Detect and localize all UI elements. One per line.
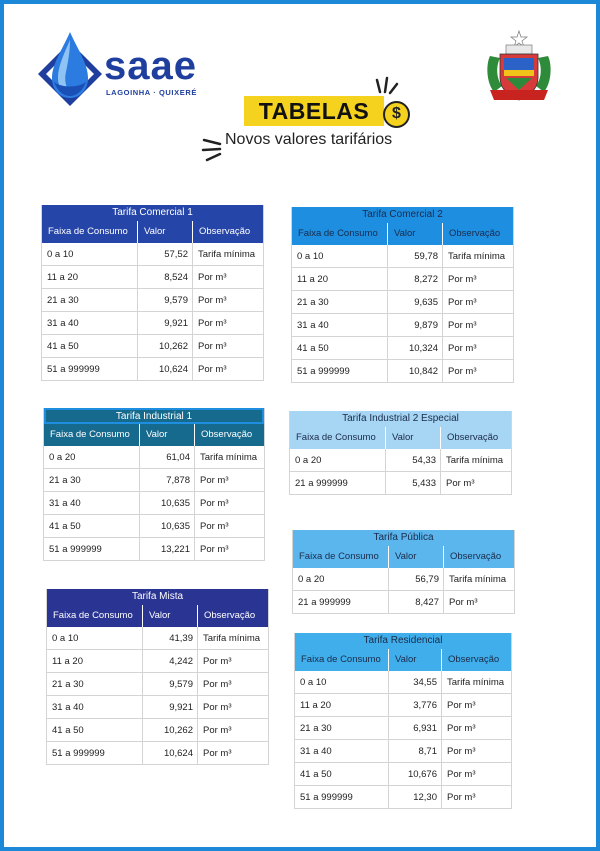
cell-valor: 10,635 — [140, 492, 195, 514]
cell-observacao: Por m³ — [446, 478, 475, 489]
table-row — [295, 717, 511, 740]
logo-subtitle: LAGOINHA · QUIXERÉ — [106, 88, 197, 97]
column-header: Valor — [388, 223, 443, 245]
cell-faixa: 21 a 30 — [292, 291, 388, 313]
table-body — [290, 449, 511, 495]
cell-observacao: Tarifa mínima — [448, 251, 506, 262]
cell-faixa: 21 a 30 — [295, 717, 389, 739]
cell-faixa: 51 a 999999 — [292, 360, 388, 382]
table-body — [292, 245, 513, 383]
table-row — [293, 591, 514, 614]
table-row — [42, 243, 263, 266]
column-header: Valor — [140, 424, 195, 446]
table-title: Tarifa Mista — [47, 589, 268, 605]
table-row — [293, 568, 514, 591]
cell-valor: 56,79 — [389, 568, 444, 590]
table-row — [42, 335, 263, 358]
cell-observacao: Por m³ — [198, 272, 227, 283]
cell-observacao: Por m³ — [203, 748, 232, 759]
cell-valor: 10,324 — [388, 337, 443, 359]
table-tarifa-industrial-1 — [43, 408, 265, 561]
cell-observacao: Por m³ — [203, 725, 232, 736]
cell-observacao: Tarifa mínima — [203, 633, 261, 644]
cell-valor: 9,921 — [143, 696, 198, 718]
table-row — [44, 538, 264, 561]
cell-faixa: 41 a 50 — [47, 719, 143, 741]
cell-valor: 12,30 — [389, 786, 442, 808]
column-header: Faixa de Consumo — [295, 649, 389, 671]
table-title: Tarifa Industrial 2 Especial — [290, 411, 511, 427]
cell-faixa: 51 a 999999 — [47, 742, 143, 764]
table-row — [295, 694, 511, 717]
table-body — [44, 446, 264, 561]
cell-valor: 10,624 — [143, 742, 198, 764]
column-header: Valor — [386, 427, 441, 449]
cell-observacao: Por m³ — [448, 343, 477, 354]
table-tarifa-comercial-1 — [41, 205, 264, 381]
cell-faixa: 31 a 40 — [42, 312, 138, 334]
table-header — [44, 424, 264, 446]
cell-observacao: Tarifa mínima — [447, 677, 505, 688]
table-row — [292, 268, 513, 291]
cell-faixa: 31 a 40 — [44, 492, 140, 514]
column-header: Faixa de Consumo — [290, 427, 386, 449]
table-row — [47, 696, 268, 719]
cell-valor: 59,78 — [388, 245, 443, 267]
table-title: Tarifa Comercial 2 — [292, 207, 513, 223]
table-row — [292, 245, 513, 268]
saae-logo — [36, 30, 201, 110]
table-row — [295, 763, 511, 786]
cell-valor: 10,262 — [143, 719, 198, 741]
cell-faixa: 41 a 50 — [44, 515, 140, 537]
column-header: Faixa de Consumo — [47, 605, 143, 627]
cell-observacao: Por m³ — [447, 792, 476, 803]
table-row — [290, 472, 511, 495]
cell-observacao: Tarifa mínima — [198, 249, 256, 260]
cell-faixa: 0 a 10 — [295, 671, 389, 693]
cell-faixa: 21 a 30 — [47, 673, 143, 695]
cell-faixa: 11 a 20 — [292, 268, 388, 290]
cell-observacao: Por m³ — [198, 318, 227, 329]
cell-faixa: 31 a 40 — [295, 740, 389, 762]
cell-observacao: Por m³ — [200, 475, 229, 486]
cell-observacao: Por m³ — [449, 597, 478, 608]
table-row — [44, 446, 264, 469]
municipal-crest — [484, 30, 554, 110]
cell-faixa: 0 a 10 — [47, 627, 143, 649]
column-header: Faixa de Consumo — [293, 546, 389, 568]
table-body — [293, 568, 514, 614]
cell-observacao: Por m³ — [448, 297, 477, 308]
cell-observacao: Por m³ — [200, 498, 229, 509]
column-header: Observação — [204, 610, 256, 621]
cell-valor: 8,524 — [138, 266, 193, 288]
cell-observacao: Por m³ — [198, 364, 227, 375]
table-row — [42, 358, 263, 381]
cell-valor: 8,427 — [389, 591, 444, 613]
table-tarifa-residencial — [294, 633, 512, 809]
cell-observacao: Tarifa mínima — [446, 455, 504, 466]
column-header: Observação — [448, 654, 500, 665]
cell-valor: 57,52 — [138, 243, 193, 265]
column-header: Observação — [199, 226, 251, 237]
cell-observacao: Tarifa mínima — [449, 574, 507, 585]
cell-observacao: Por m³ — [448, 274, 477, 285]
table-header — [290, 427, 511, 449]
cell-observacao: Por m³ — [198, 295, 227, 306]
cell-faixa: 0 a 20 — [290, 449, 386, 471]
table-tarifa-publica — [292, 530, 515, 614]
table-body — [295, 671, 511, 809]
table-row — [47, 627, 268, 650]
cell-valor: 13,221 — [140, 538, 195, 560]
cell-valor: 6,931 — [389, 717, 442, 739]
cell-faixa: 41 a 50 — [292, 337, 388, 359]
cell-valor: 4,242 — [143, 650, 198, 672]
cell-observacao: Tarifa mínima — [200, 452, 258, 463]
cell-valor: 41,39 — [143, 627, 198, 649]
column-header: Observação — [450, 551, 502, 562]
crest-emblem-icon — [484, 30, 554, 110]
table-row — [292, 314, 513, 337]
sparkle-icon — [374, 76, 400, 96]
logo-wordmark: saae — [104, 44, 197, 88]
cell-observacao: Por m³ — [448, 320, 477, 331]
cell-faixa: 21 a 30 — [42, 289, 138, 311]
cell-valor: 5,433 — [386, 472, 441, 494]
cell-observacao: Por m³ — [203, 679, 232, 690]
table-row — [292, 291, 513, 314]
cell-valor: 9,579 — [143, 673, 198, 695]
column-header: Valor — [138, 221, 193, 243]
table-header — [42, 221, 263, 243]
table-body — [47, 627, 268, 765]
column-header: Valor — [389, 649, 442, 671]
cell-valor: 8,272 — [388, 268, 443, 290]
table-row — [47, 673, 268, 696]
table-header — [295, 649, 511, 671]
cell-faixa: 21 a 999999 — [293, 591, 389, 613]
table-tarifa-industrial-2-especial — [289, 411, 512, 495]
cell-valor: 9,579 — [138, 289, 193, 311]
cell-observacao: Por m³ — [447, 700, 476, 711]
cell-faixa: 51 a 999999 — [295, 786, 389, 808]
table-row — [42, 266, 263, 289]
cell-observacao: Por m³ — [203, 702, 232, 713]
table-row — [47, 719, 268, 742]
table-header — [293, 546, 514, 568]
table-header — [292, 223, 513, 245]
cell-observacao: Por m³ — [200, 521, 229, 532]
cell-faixa: 41 a 50 — [295, 763, 389, 785]
table-row — [295, 740, 511, 763]
table-title: Tarifa Comercial 1 — [42, 205, 263, 221]
cell-valor: 7,878 — [140, 469, 195, 491]
cell-valor: 10,635 — [140, 515, 195, 537]
table-row — [44, 515, 264, 538]
cell-valor: 3,776 — [389, 694, 442, 716]
cell-faixa: 0 a 20 — [293, 568, 389, 590]
cell-valor: 10,624 — [138, 358, 193, 380]
table-tarifa-comercial-2 — [291, 207, 514, 383]
cell-faixa: 0 a 10 — [42, 243, 138, 265]
dollar-coin-icon: $ — [383, 101, 410, 128]
cell-valor: 8,71 — [389, 740, 442, 762]
column-header: Faixa de Consumo — [292, 223, 388, 245]
table-header — [47, 605, 268, 627]
table-row — [292, 337, 513, 360]
column-header: Observação — [449, 228, 501, 239]
column-header: Valor — [389, 546, 444, 568]
table-row — [42, 312, 263, 335]
table-tarifa-mista — [46, 589, 269, 765]
table-title: Tarifa Pública — [293, 530, 514, 546]
cell-valor: 9,879 — [388, 314, 443, 336]
cell-faixa: 21 a 999999 — [290, 472, 386, 494]
cell-faixa: 51 a 999999 — [44, 538, 140, 560]
cell-faixa: 31 a 40 — [47, 696, 143, 718]
cell-observacao: Por m³ — [198, 341, 227, 352]
table-row — [292, 360, 513, 383]
cell-faixa: 11 a 20 — [47, 650, 143, 672]
cell-faixa: 11 a 20 — [295, 694, 389, 716]
page-subtitle: Novos valores tarifários — [225, 131, 393, 148]
table-row — [47, 650, 268, 673]
table-row — [47, 742, 268, 765]
table-row — [295, 671, 511, 694]
cell-observacao: Por m³ — [447, 723, 476, 734]
column-header: Faixa de Consumo — [44, 424, 140, 446]
table-row — [44, 492, 264, 515]
cell-valor: 61,04 — [140, 446, 195, 468]
column-header: Faixa de Consumo — [42, 221, 138, 243]
cell-valor: 10,262 — [138, 335, 193, 357]
cell-faixa: 31 a 40 — [292, 314, 388, 336]
column-header: Observação — [201, 429, 253, 440]
table-row — [295, 786, 511, 809]
sparkle-icon — [200, 138, 224, 162]
water-drop-icon — [36, 30, 104, 110]
cell-observacao: Por m³ — [447, 769, 476, 780]
cell-faixa: 21 a 30 — [44, 469, 140, 491]
cell-valor: 54,33 — [386, 449, 441, 471]
table-title: Tarifa Industrial 1 — [44, 408, 264, 424]
table-body — [42, 243, 263, 381]
cell-faixa: 41 a 50 — [42, 335, 138, 357]
table-row — [290, 449, 511, 472]
cell-observacao: Por m³ — [447, 746, 476, 757]
table-title: Tarifa Residencial — [295, 633, 511, 649]
table-row — [42, 289, 263, 312]
cell-observacao: Por m³ — [448, 366, 477, 377]
cell-faixa: 0 a 20 — [44, 446, 140, 468]
cell-faixa: 11 a 20 — [42, 266, 138, 288]
cell-observacao: Por m³ — [200, 544, 229, 555]
cell-valor: 10,842 — [388, 360, 443, 382]
cell-observacao: Por m³ — [203, 656, 232, 667]
cell-faixa: 0 a 10 — [292, 245, 388, 267]
cell-faixa: 51 a 999999 — [42, 358, 138, 380]
column-header: Valor — [143, 605, 198, 627]
cell-valor: 9,921 — [138, 312, 193, 334]
table-row — [44, 469, 264, 492]
cell-valor: 34,55 — [389, 671, 442, 693]
cell-valor: 9,635 — [388, 291, 443, 313]
cell-valor: 10,676 — [389, 763, 442, 785]
page-title: TABELAS — [258, 98, 370, 124]
column-header: Observação — [447, 432, 499, 443]
